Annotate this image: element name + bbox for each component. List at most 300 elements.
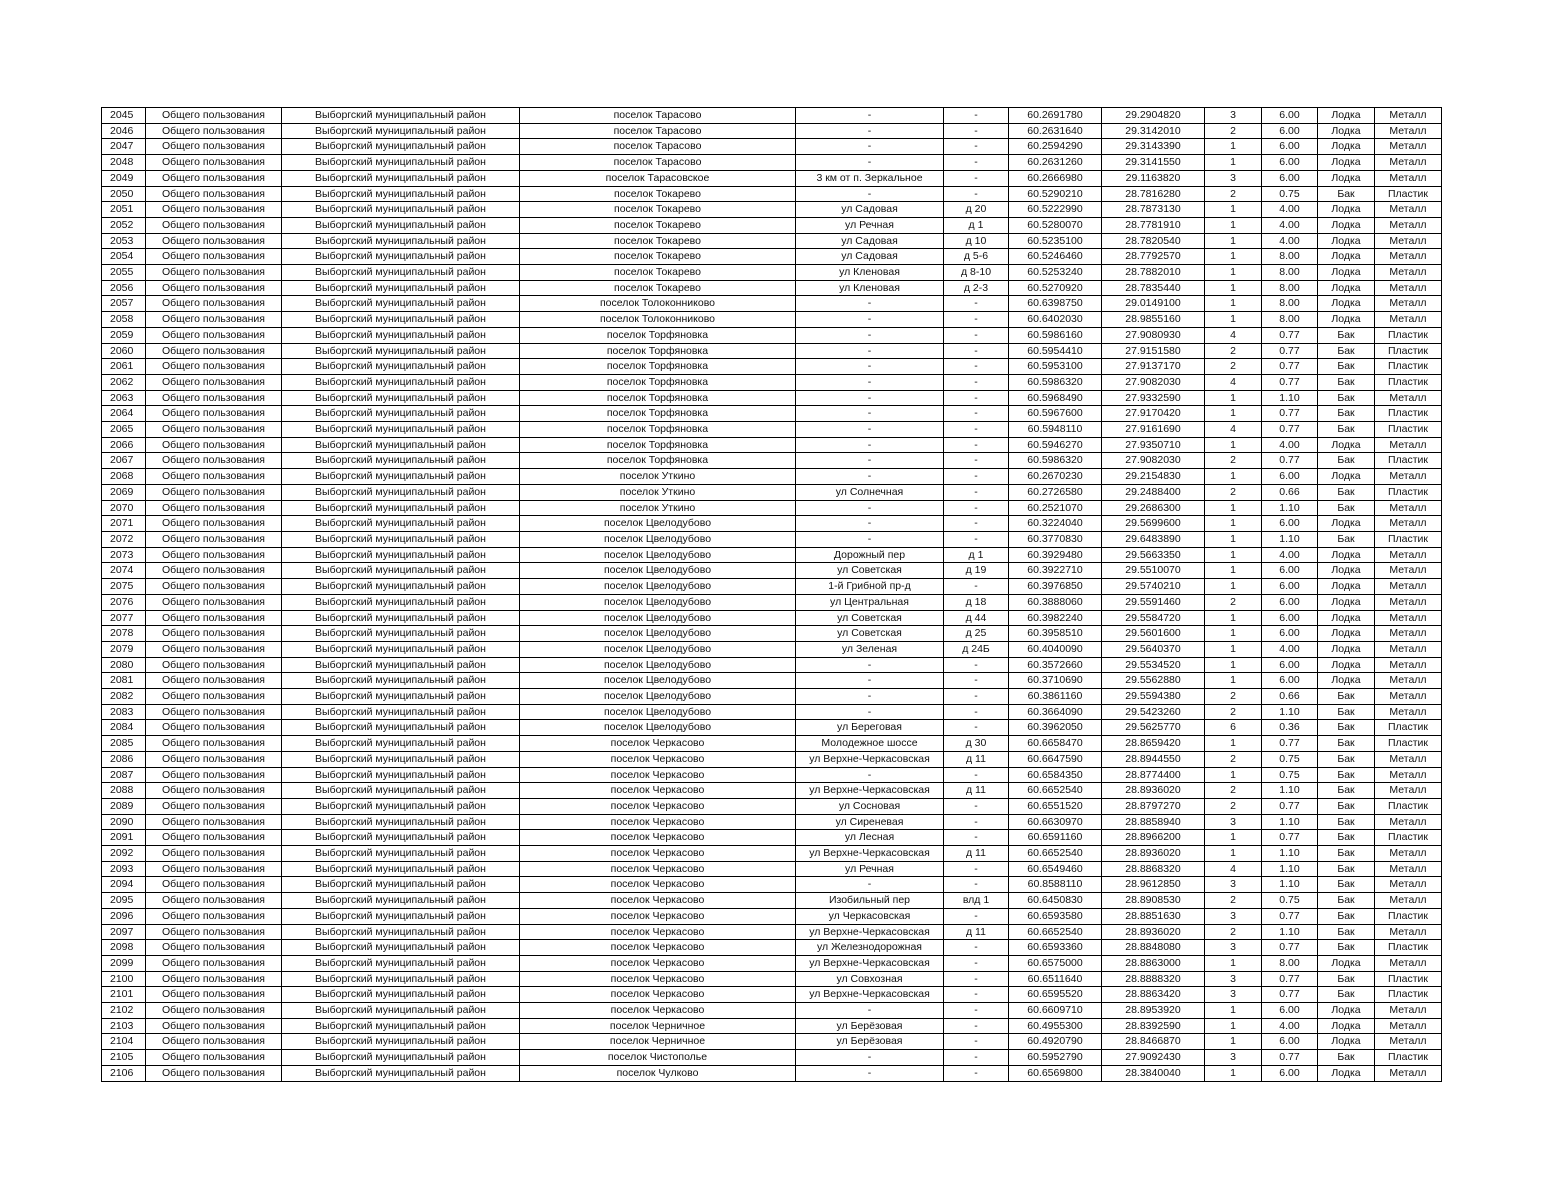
longitude-cell: 28.8944550 bbox=[1102, 751, 1205, 767]
container-type-cell: Бак bbox=[1318, 846, 1375, 862]
row-number-cell: 2092 bbox=[102, 846, 146, 862]
usage-type-cell: Общего пользования bbox=[146, 1065, 282, 1081]
count-cell: 1 bbox=[1205, 406, 1262, 422]
table-row bbox=[102, 516, 1442, 532]
house-cell: - bbox=[944, 312, 1009, 328]
table-row bbox=[102, 406, 1442, 422]
container-type-cell: Лодка bbox=[1318, 594, 1375, 610]
settlement-cell: поселок Торфяновка bbox=[520, 422, 796, 438]
latitude-cell: 60.3958510 bbox=[1009, 626, 1102, 642]
material-cell: Металл bbox=[1375, 1003, 1442, 1019]
usage-type-cell: Общего пользования bbox=[146, 186, 282, 202]
material-cell: Пластик bbox=[1375, 1050, 1442, 1066]
house-cell: - bbox=[944, 1050, 1009, 1066]
table-row bbox=[102, 1003, 1442, 1019]
row-number-cell: 2063 bbox=[102, 390, 146, 406]
count-cell: 2 bbox=[1205, 359, 1262, 375]
latitude-cell: 60.3710690 bbox=[1009, 673, 1102, 689]
district-cell: Выборгский муниципальный район bbox=[282, 406, 520, 422]
settlement-cell: поселок Тарасово bbox=[520, 108, 796, 124]
count-cell: 1 bbox=[1205, 202, 1262, 218]
street-cell: ул Верхне-Черкасовская bbox=[796, 955, 944, 971]
container-type-cell: Бак bbox=[1318, 1050, 1375, 1066]
volume-cell: 6.00 bbox=[1262, 170, 1318, 186]
street-cell: ул Советская bbox=[796, 626, 944, 642]
row-number-cell: 2059 bbox=[102, 327, 146, 343]
district-cell: Выборгский муниципальный район bbox=[282, 783, 520, 799]
container-type-cell: Бак bbox=[1318, 924, 1375, 940]
volume-cell: 0.77 bbox=[1262, 1050, 1318, 1066]
usage-type-cell: Общего пользования bbox=[146, 955, 282, 971]
settlement-cell: поселок Черкасово bbox=[520, 908, 796, 924]
volume-cell: 6.00 bbox=[1262, 123, 1318, 139]
volume-cell: 4.00 bbox=[1262, 1018, 1318, 1034]
table-row bbox=[102, 798, 1442, 814]
latitude-cell: 60.2666980 bbox=[1009, 170, 1102, 186]
usage-type-cell: Общего пользования bbox=[146, 641, 282, 657]
material-cell: Металл bbox=[1375, 516, 1442, 532]
district-cell: Выборгский муниципальный район bbox=[282, 327, 520, 343]
table-row bbox=[102, 924, 1442, 940]
house-cell: д 44 bbox=[944, 610, 1009, 626]
container-type-cell: Лодка bbox=[1318, 955, 1375, 971]
volume-cell: 6.00 bbox=[1262, 469, 1318, 485]
usage-type-cell: Общего пользования bbox=[146, 374, 282, 390]
street-cell: - bbox=[796, 1065, 944, 1081]
street-cell: ул Совхозная bbox=[796, 971, 944, 987]
volume-cell: 6.00 bbox=[1262, 108, 1318, 124]
row-number-cell: 2075 bbox=[102, 579, 146, 595]
usage-type-cell: Общего пользования bbox=[146, 908, 282, 924]
street-cell: ул Кленовая bbox=[796, 265, 944, 281]
table-row bbox=[102, 751, 1442, 767]
usage-type-cell: Общего пользования bbox=[146, 233, 282, 249]
table-row bbox=[102, 814, 1442, 830]
usage-type-cell: Общего пользования bbox=[146, 626, 282, 642]
table-row bbox=[102, 657, 1442, 673]
container-type-cell: Бак bbox=[1318, 720, 1375, 736]
longitude-cell: 28.8858940 bbox=[1102, 814, 1205, 830]
row-number-cell: 2102 bbox=[102, 1003, 146, 1019]
district-cell: Выборгский муниципальный район bbox=[282, 453, 520, 469]
table-row bbox=[102, 1018, 1442, 1034]
settlement-cell: поселок Цвелодубово bbox=[520, 594, 796, 610]
latitude-cell: 60.5986160 bbox=[1009, 327, 1102, 343]
table-row bbox=[102, 437, 1442, 453]
material-cell: Пластик bbox=[1375, 940, 1442, 956]
row-number-cell: 2051 bbox=[102, 202, 146, 218]
row-number-cell: 2093 bbox=[102, 861, 146, 877]
usage-type-cell: Общего пользования bbox=[146, 453, 282, 469]
volume-cell: 8.00 bbox=[1262, 955, 1318, 971]
street-cell: - bbox=[796, 406, 944, 422]
volume-cell: 6.00 bbox=[1262, 139, 1318, 155]
latitude-cell: 60.6398750 bbox=[1009, 296, 1102, 312]
latitude-cell: 60.2631640 bbox=[1009, 123, 1102, 139]
house-cell: д 25 bbox=[944, 626, 1009, 642]
district-cell: Выборгский муниципальный район bbox=[282, 689, 520, 705]
house-cell: - bbox=[944, 469, 1009, 485]
usage-type-cell: Общего пользования bbox=[146, 594, 282, 610]
material-cell: Металл bbox=[1375, 579, 1442, 595]
longitude-cell: 28.8848080 bbox=[1102, 940, 1205, 956]
street-cell: Дорожный пер bbox=[796, 547, 944, 563]
longitude-cell: 27.9137170 bbox=[1102, 359, 1205, 375]
table-row bbox=[102, 1034, 1442, 1050]
district-cell: Выборгский муниципальный район bbox=[282, 641, 520, 657]
latitude-cell: 60.2670230 bbox=[1009, 469, 1102, 485]
row-number-cell: 2054 bbox=[102, 249, 146, 265]
volume-cell: 1.10 bbox=[1262, 846, 1318, 862]
table-row bbox=[102, 327, 1442, 343]
row-number-cell: 2056 bbox=[102, 280, 146, 296]
settlement-cell: поселок Торфяновка bbox=[520, 437, 796, 453]
settlement-cell: поселок Черкасово bbox=[520, 971, 796, 987]
material-cell: Металл bbox=[1375, 1018, 1442, 1034]
count-cell: 1 bbox=[1205, 610, 1262, 626]
street-cell: ул Верхне-Черкасовская bbox=[796, 751, 944, 767]
longitude-cell: 29.5663350 bbox=[1102, 547, 1205, 563]
longitude-cell: 27.9092430 bbox=[1102, 1050, 1205, 1066]
settlement-cell: поселок Толоконниково bbox=[520, 312, 796, 328]
usage-type-cell: Общего пользования bbox=[146, 469, 282, 485]
container-type-cell: Лодка bbox=[1318, 1018, 1375, 1034]
street-cell: ул Советская bbox=[796, 563, 944, 579]
usage-type-cell: Общего пользования bbox=[146, 563, 282, 579]
count-cell: 1 bbox=[1205, 657, 1262, 673]
street-cell: ул Верхне-Черкасовская bbox=[796, 924, 944, 940]
house-cell: - bbox=[944, 139, 1009, 155]
usage-type-cell: Общего пользования bbox=[146, 516, 282, 532]
street-cell: - bbox=[796, 689, 944, 705]
container-type-cell: Бак bbox=[1318, 531, 1375, 547]
material-cell: Металл bbox=[1375, 563, 1442, 579]
district-cell: Выборгский муниципальный район bbox=[282, 798, 520, 814]
district-cell: Выборгский муниципальный район bbox=[282, 955, 520, 971]
settlement-cell: поселок Черкасово bbox=[520, 861, 796, 877]
usage-type-cell: Общего пользования bbox=[146, 422, 282, 438]
district-cell: Выборгский муниципальный район bbox=[282, 390, 520, 406]
longitude-cell: 27.9350710 bbox=[1102, 437, 1205, 453]
longitude-cell: 28.8936020 bbox=[1102, 783, 1205, 799]
latitude-cell: 60.5280070 bbox=[1009, 217, 1102, 233]
longitude-cell: 29.5562880 bbox=[1102, 673, 1205, 689]
latitude-cell: 60.6551520 bbox=[1009, 798, 1102, 814]
table-row bbox=[102, 893, 1442, 909]
usage-type-cell: Общего пользования bbox=[146, 1018, 282, 1034]
settlement-cell: поселок Цвелодубово bbox=[520, 563, 796, 579]
material-cell: Пластик bbox=[1375, 531, 1442, 547]
street-cell: ул Речная bbox=[796, 217, 944, 233]
longitude-cell: 29.2686300 bbox=[1102, 500, 1205, 516]
latitude-cell: 60.6549460 bbox=[1009, 861, 1102, 877]
house-cell: д 19 bbox=[944, 563, 1009, 579]
container-type-cell: Бак bbox=[1318, 971, 1375, 987]
house-cell: - bbox=[944, 1018, 1009, 1034]
volume-cell: 0.77 bbox=[1262, 422, 1318, 438]
row-number-cell: 2088 bbox=[102, 783, 146, 799]
usage-type-cell: Общего пользования bbox=[146, 390, 282, 406]
settlement-cell: поселок Тарасово bbox=[520, 155, 796, 171]
settlement-cell: поселок Чулково bbox=[520, 1065, 796, 1081]
data-sheet bbox=[101, 107, 1441, 1082]
longitude-cell: 28.7882010 bbox=[1102, 265, 1205, 281]
container-type-cell: Бак bbox=[1318, 987, 1375, 1003]
house-cell: - bbox=[944, 798, 1009, 814]
row-number-cell: 2080 bbox=[102, 657, 146, 673]
row-number-cell: 2082 bbox=[102, 689, 146, 705]
settlement-cell: поселок Черкасово bbox=[520, 830, 796, 846]
house-cell: д 24Б bbox=[944, 641, 1009, 657]
street-cell: ул Сосновая bbox=[796, 798, 944, 814]
material-cell: Металл bbox=[1375, 594, 1442, 610]
count-cell: 1 bbox=[1205, 673, 1262, 689]
latitude-cell: 60.3982240 bbox=[1009, 610, 1102, 626]
street-cell: - bbox=[796, 704, 944, 720]
house-cell: - bbox=[944, 123, 1009, 139]
table-row bbox=[102, 233, 1442, 249]
district-cell: Выборгский муниципальный район bbox=[282, 500, 520, 516]
settlement-cell: поселок Торфяновка bbox=[520, 359, 796, 375]
count-cell: 1 bbox=[1205, 312, 1262, 328]
material-cell: Металл bbox=[1375, 704, 1442, 720]
row-number-cell: 2085 bbox=[102, 736, 146, 752]
material-cell: Металл bbox=[1375, 1034, 1442, 1050]
district-cell: Выборгский муниципальный район bbox=[282, 437, 520, 453]
container-type-cell: Бак bbox=[1318, 343, 1375, 359]
table-row bbox=[102, 955, 1442, 971]
longitude-cell: 29.6483890 bbox=[1102, 531, 1205, 547]
street-cell: - bbox=[796, 767, 944, 783]
district-cell: Выборгский муниципальный район bbox=[282, 877, 520, 893]
district-cell: Выборгский муниципальный район bbox=[282, 265, 520, 281]
settlement-cell: поселок Черкасово bbox=[520, 940, 796, 956]
usage-type-cell: Общего пользования bbox=[146, 484, 282, 500]
longitude-cell: 29.2154830 bbox=[1102, 469, 1205, 485]
street-cell: - bbox=[796, 390, 944, 406]
longitude-cell: 29.5699600 bbox=[1102, 516, 1205, 532]
count-cell: 1 bbox=[1205, 265, 1262, 281]
count-cell: 1 bbox=[1205, 563, 1262, 579]
material-cell: Пластик bbox=[1375, 453, 1442, 469]
count-cell: 2 bbox=[1205, 186, 1262, 202]
district-cell: Выборгский муниципальный район bbox=[282, 657, 520, 673]
container-type-cell: Лодка bbox=[1318, 217, 1375, 233]
material-cell: Металл bbox=[1375, 846, 1442, 862]
container-type-cell: Лодка bbox=[1318, 312, 1375, 328]
longitude-cell: 28.8863000 bbox=[1102, 955, 1205, 971]
volume-cell: 0.75 bbox=[1262, 186, 1318, 202]
house-cell: д 10 bbox=[944, 233, 1009, 249]
district-cell: Выборгский муниципальный район bbox=[282, 374, 520, 390]
house-cell: д 8-10 bbox=[944, 265, 1009, 281]
district-cell: Выборгский муниципальный район bbox=[282, 846, 520, 862]
longitude-cell: 28.9855160 bbox=[1102, 312, 1205, 328]
row-number-cell: 2074 bbox=[102, 563, 146, 579]
row-number-cell: 2081 bbox=[102, 673, 146, 689]
volume-cell: 6.00 bbox=[1262, 1065, 1318, 1081]
container-type-cell: Бак bbox=[1318, 736, 1375, 752]
house-cell: - bbox=[944, 108, 1009, 124]
row-number-cell: 2071 bbox=[102, 516, 146, 532]
longitude-cell: 28.3840040 bbox=[1102, 1065, 1205, 1081]
container-type-cell: Бак bbox=[1318, 186, 1375, 202]
count-cell: 3 bbox=[1205, 908, 1262, 924]
street-cell: - bbox=[796, 108, 944, 124]
material-cell: Металл bbox=[1375, 767, 1442, 783]
latitude-cell: 60.5967600 bbox=[1009, 406, 1102, 422]
container-type-cell: Лодка bbox=[1318, 170, 1375, 186]
table-row bbox=[102, 971, 1442, 987]
material-cell: Металл bbox=[1375, 108, 1442, 124]
volume-cell: 0.77 bbox=[1262, 908, 1318, 924]
material-cell: Пластик bbox=[1375, 736, 1442, 752]
table-row bbox=[102, 610, 1442, 626]
latitude-cell: 60.3224040 bbox=[1009, 516, 1102, 532]
usage-type-cell: Общего пользования bbox=[146, 971, 282, 987]
usage-type-cell: Общего пользования bbox=[146, 406, 282, 422]
house-cell: - bbox=[944, 390, 1009, 406]
table-row bbox=[102, 846, 1442, 862]
street-cell: - bbox=[796, 516, 944, 532]
longitude-cell: 29.0149100 bbox=[1102, 296, 1205, 312]
table-row bbox=[102, 531, 1442, 547]
settlement-cell: поселок Торфяновка bbox=[520, 343, 796, 359]
district-cell: Выборгский муниципальный район bbox=[282, 469, 520, 485]
district-cell: Выборгский муниципальный район bbox=[282, 563, 520, 579]
row-number-cell: 2079 bbox=[102, 641, 146, 657]
usage-type-cell: Общего пользования bbox=[146, 704, 282, 720]
district-cell: Выборгский муниципальный район bbox=[282, 673, 520, 689]
longitude-cell: 29.1163820 bbox=[1102, 170, 1205, 186]
usage-type-cell: Общего пользования bbox=[146, 924, 282, 940]
latitude-cell: 60.5270920 bbox=[1009, 280, 1102, 296]
house-cell: - bbox=[944, 296, 1009, 312]
material-cell: Металл bbox=[1375, 783, 1442, 799]
district-cell: Выборгский муниципальный район bbox=[282, 249, 520, 265]
house-cell: - bbox=[944, 186, 1009, 202]
volume-cell: 0.75 bbox=[1262, 767, 1318, 783]
table-row bbox=[102, 453, 1442, 469]
table-row bbox=[102, 830, 1442, 846]
container-type-cell: Лодка bbox=[1318, 563, 1375, 579]
usage-type-cell: Общего пользования bbox=[146, 736, 282, 752]
material-cell: Металл bbox=[1375, 170, 1442, 186]
latitude-cell: 60.3664090 bbox=[1009, 704, 1102, 720]
latitude-cell: 60.6595520 bbox=[1009, 987, 1102, 1003]
material-cell: Пластик bbox=[1375, 720, 1442, 736]
count-cell: 1 bbox=[1205, 437, 1262, 453]
usage-type-cell: Общего пользования bbox=[146, 1034, 282, 1050]
settlement-cell: поселок Цвелодубово bbox=[520, 704, 796, 720]
settlement-cell: поселок Черкасово bbox=[520, 751, 796, 767]
settlement-cell: поселок Токарево bbox=[520, 280, 796, 296]
street-cell: - bbox=[796, 343, 944, 359]
table-row bbox=[102, 186, 1442, 202]
material-cell: Металл bbox=[1375, 249, 1442, 265]
container-type-cell: Бак bbox=[1318, 704, 1375, 720]
latitude-cell: 60.6609710 bbox=[1009, 1003, 1102, 1019]
longitude-cell: 29.3142010 bbox=[1102, 123, 1205, 139]
count-cell: 3 bbox=[1205, 987, 1262, 1003]
table-row bbox=[102, 767, 1442, 783]
container-type-cell: Бак bbox=[1318, 689, 1375, 705]
settlement-cell: поселок Цвелодубово bbox=[520, 579, 796, 595]
row-number-cell: 2105 bbox=[102, 1050, 146, 1066]
longitude-cell: 27.9332590 bbox=[1102, 390, 1205, 406]
street-cell: ул Лесная bbox=[796, 830, 944, 846]
street-cell: ул Верхне-Черкасовская bbox=[796, 846, 944, 862]
container-type-cell: Бак bbox=[1318, 453, 1375, 469]
street-cell: ул Советская bbox=[796, 610, 944, 626]
volume-cell: 4.00 bbox=[1262, 202, 1318, 218]
row-number-cell: 2091 bbox=[102, 830, 146, 846]
street-cell: - bbox=[796, 531, 944, 547]
settlement-cell: поселок Цвелодубово bbox=[520, 689, 796, 705]
longitude-cell: 28.8953920 bbox=[1102, 1003, 1205, 1019]
house-cell: - bbox=[944, 673, 1009, 689]
usage-type-cell: Общего пользования bbox=[146, 751, 282, 767]
settlement-cell: поселок Тарасово bbox=[520, 139, 796, 155]
district-cell: Выборгский муниципальный район bbox=[282, 971, 520, 987]
usage-type-cell: Общего пользования bbox=[146, 893, 282, 909]
district-cell: Выборгский муниципальный район bbox=[282, 280, 520, 296]
settlement-cell: поселок Черкасово bbox=[520, 877, 796, 893]
count-cell: 1 bbox=[1205, 547, 1262, 563]
longitude-cell: 27.9170420 bbox=[1102, 406, 1205, 422]
row-number-cell: 2095 bbox=[102, 893, 146, 909]
usage-type-cell: Общего пользования bbox=[146, 720, 282, 736]
material-cell: Пластик bbox=[1375, 406, 1442, 422]
volume-cell: 1.10 bbox=[1262, 861, 1318, 877]
settlement-cell: поселок Цвелодубово bbox=[520, 641, 796, 657]
usage-type-cell: Общего пользования bbox=[146, 877, 282, 893]
container-type-cell: Лодка bbox=[1318, 280, 1375, 296]
container-type-cell: Бак bbox=[1318, 767, 1375, 783]
count-cell: 1 bbox=[1205, 531, 1262, 547]
row-number-cell: 2046 bbox=[102, 123, 146, 139]
material-cell: Металл bbox=[1375, 657, 1442, 673]
container-type-cell: Лодка bbox=[1318, 641, 1375, 657]
settlement-cell: поселок Черкасово bbox=[520, 783, 796, 799]
container-type-cell: Лодка bbox=[1318, 1034, 1375, 1050]
material-cell: Металл bbox=[1375, 641, 1442, 657]
settlement-cell: поселок Толоконниково bbox=[520, 296, 796, 312]
settlement-cell: поселок Токарево bbox=[520, 233, 796, 249]
material-cell: Пластик bbox=[1375, 908, 1442, 924]
table-row bbox=[102, 861, 1442, 877]
volume-cell: 6.00 bbox=[1262, 673, 1318, 689]
table-row bbox=[102, 579, 1442, 595]
usage-type-cell: Общего пользования bbox=[146, 202, 282, 218]
settlement-cell: поселок Цвелодубово bbox=[520, 531, 796, 547]
container-type-cell: Лодка bbox=[1318, 469, 1375, 485]
usage-type-cell: Общего пользования bbox=[146, 531, 282, 547]
count-cell: 2 bbox=[1205, 484, 1262, 500]
count-cell: 2 bbox=[1205, 893, 1262, 909]
table-row bbox=[102, 265, 1442, 281]
latitude-cell: 60.3861160 bbox=[1009, 689, 1102, 705]
count-cell: 1 bbox=[1205, 846, 1262, 862]
table-row bbox=[102, 484, 1442, 500]
latitude-cell: 60.5253240 bbox=[1009, 265, 1102, 281]
street-cell: - bbox=[796, 139, 944, 155]
usage-type-cell: Общего пользования bbox=[146, 861, 282, 877]
usage-type-cell: Общего пользования bbox=[146, 327, 282, 343]
usage-type-cell: Общего пользования bbox=[146, 108, 282, 124]
volume-cell: 6.00 bbox=[1262, 1003, 1318, 1019]
container-type-cell: Лодка bbox=[1318, 296, 1375, 312]
